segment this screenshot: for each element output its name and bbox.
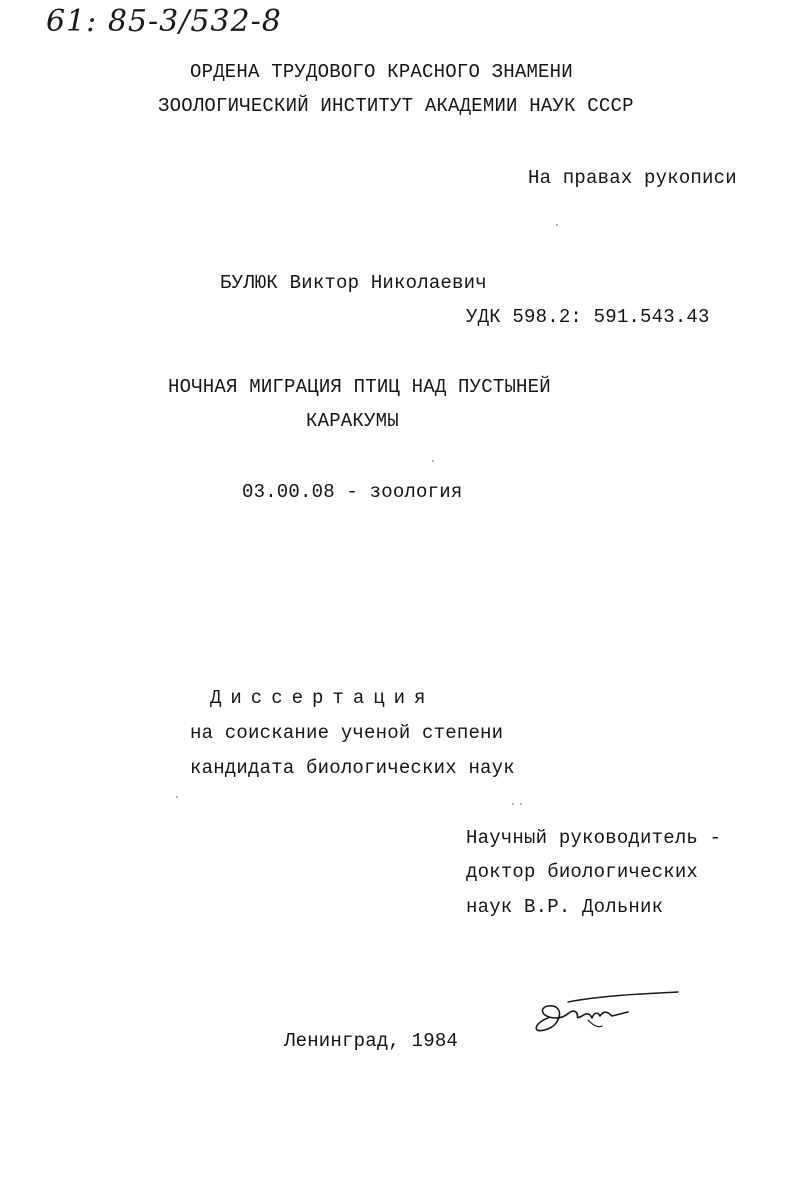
specialty: 03.00.08 - зоология bbox=[242, 481, 463, 503]
udc-code: УДК 598.2: 591.543.43 bbox=[466, 306, 710, 328]
manuscript-rights: На правах рукописи bbox=[528, 167, 737, 189]
scan-speck bbox=[556, 224, 558, 226]
scan-speck bbox=[176, 796, 178, 798]
supervisor-line-1: Научный руководитель - bbox=[466, 827, 722, 849]
dissertation-word: Диссертация bbox=[210, 687, 435, 709]
scan-speck bbox=[520, 803, 522, 805]
city-year: Ленинград, 1984 bbox=[284, 1030, 459, 1052]
supervisor-line-3: наук В.Р. Дольник bbox=[466, 896, 664, 918]
dissertation-line-3: кандидата биологических наук bbox=[190, 757, 515, 779]
institution-line-1: ОРДЕНА ТРУДОВОГО КРАСНОГО ЗНАМЕНИ bbox=[190, 61, 573, 83]
signature-mark bbox=[528, 988, 688, 1038]
dissertation-line-2: на соискание ученой степени bbox=[190, 722, 504, 744]
scan-speck bbox=[432, 460, 434, 462]
title-line-1: НОЧНАЯ МИГРАЦИЯ ПТИЦ НАД ПУСТЫНЕЙ bbox=[168, 376, 551, 398]
title-line-2: КАРАКУМЫ bbox=[306, 410, 399, 432]
archive-number: 61: 85-3/532-8 bbox=[46, 4, 282, 39]
supervisor-line-2: доктор биологических bbox=[466, 861, 699, 883]
scan-speck bbox=[512, 803, 514, 805]
institution-line-2: ЗООЛОГИЧЕСКИЙ ИНСТИТУТ АКАДЕМИИ НАУК СССР bbox=[158, 95, 634, 117]
author-name: БУЛЮК Виктор Николаевич bbox=[220, 272, 487, 294]
